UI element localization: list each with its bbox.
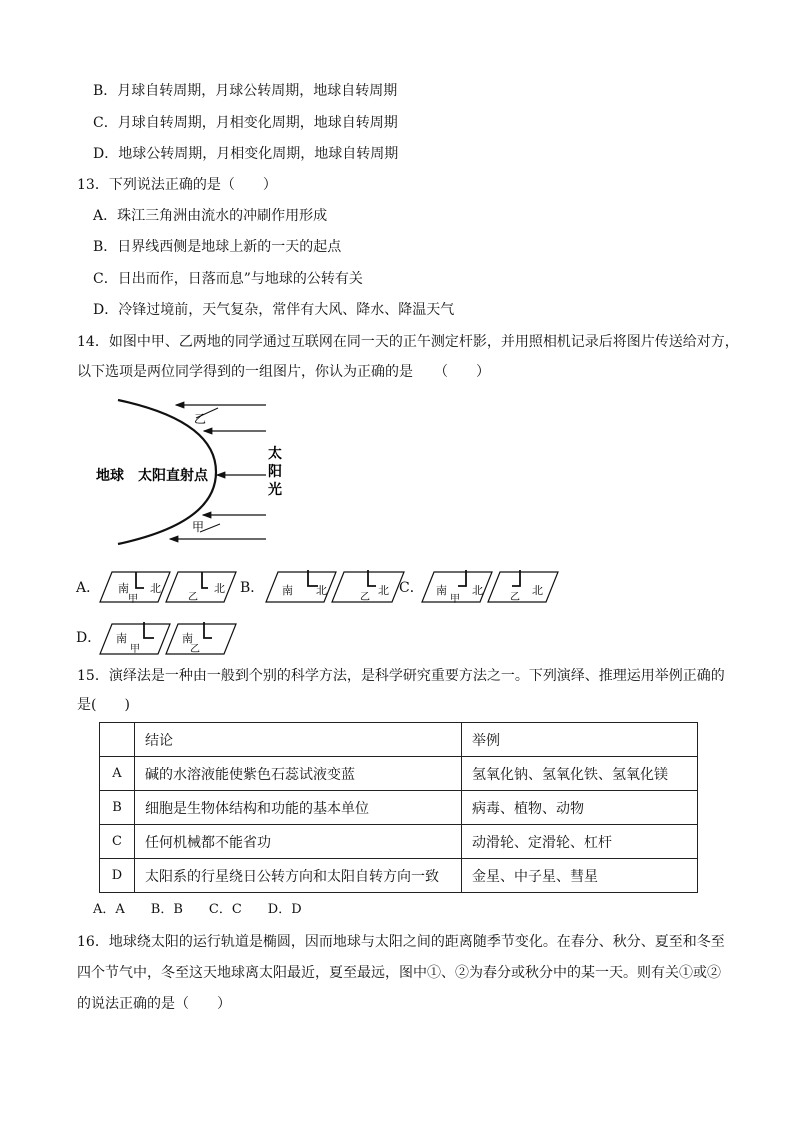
q14-option-d-panels (98, 618, 238, 658)
q14-option-d-letter: D． (76, 630, 102, 646)
table-cell: C (100, 825, 135, 859)
table-cell: 任何机械都不能省功 (135, 825, 462, 859)
q14-option-a-panels (98, 566, 238, 606)
earth-sunlight-diagram (96, 396, 292, 548)
svg-text:南: 南 (436, 584, 447, 597)
svg-text:南: 南 (182, 632, 193, 645)
table-cell: B (100, 791, 135, 825)
table-header-cell: 结论 (135, 723, 462, 757)
table-cell: 碱的水溶液能使紫色石蕊试液变蓝 (135, 757, 462, 791)
label-yi: 乙 (194, 412, 207, 426)
table-row (100, 757, 698, 791)
q13-option-d: D．冷锋过境前，天气复杂，常伴有大风、降水、降温天气 (93, 302, 455, 318)
svg-text:南: 南 (118, 582, 129, 595)
q13-option-c: C．日出而作，日落而息”与地球的公转有关 (93, 271, 363, 287)
q15-answers: A．A B．B C．C D．D (93, 902, 302, 917)
q15-stem-line2: 是( ) (77, 697, 130, 713)
table-cell: 太阳系的行星绕日公转方向和太阳自转方向一致 (135, 859, 462, 893)
svg-text:南: 南 (282, 584, 293, 597)
table-row (100, 791, 698, 825)
table-row (100, 859, 698, 893)
svg-text:北: 北 (316, 584, 327, 597)
q15-stem-line1: 15．演绎法是一种由一般到个别的科学方法，是科学研究重要方法之一。下列演绎、推理运用举例正确的 (77, 668, 725, 684)
svg-text:北: 北 (532, 584, 543, 597)
label-subsolar-point: 太阳直射点 (138, 468, 208, 484)
svg-text:南: 南 (116, 632, 127, 645)
q13-option-b: B．日界线西侧是地球上新的一天的起点 (93, 239, 342, 255)
table-cell: 动滑轮、定滑轮、杠杆 (462, 825, 698, 859)
q14-option-c-letter: C． (399, 580, 424, 596)
table-row (100, 825, 698, 859)
table-cell: D (100, 859, 135, 893)
svg-text:甲: 甲 (128, 594, 138, 605)
q15-table (99, 722, 698, 893)
table-header-cell (100, 723, 135, 757)
label-earth: 地球 (96, 468, 124, 484)
q14-option-c-panels (420, 564, 560, 606)
q12-option-c: C．月球自转周期，月相变化周期，地球自转周期 (93, 115, 398, 131)
q14-option-b-panels (264, 566, 406, 606)
table-cell: 病毒、植物、动物 (462, 791, 698, 825)
svg-text:北: 北 (214, 582, 225, 595)
q12-option-d: D．地球公转周期，月相变化周期，地球自转周期 (93, 146, 399, 162)
q16-line1: 16．地球绕太阳的运行轨道是椭圆，因而地球与太阳之间的距离随季节变化。在春分、秋分、夏至和冬至 (77, 934, 725, 950)
table-header-row (100, 723, 698, 757)
svg-text:乙: 乙 (360, 592, 370, 603)
svg-text:乙: 乙 (190, 644, 200, 655)
label-sunlight-2: 阳 (268, 464, 282, 480)
svg-text:北: 北 (150, 582, 161, 595)
q12-option-b: B．月球自转周期，月球公转周期，地球自转周期 (93, 83, 398, 99)
table-cell: A (100, 757, 135, 791)
svg-text:甲: 甲 (130, 644, 140, 655)
q16-line2: 四个节气中，冬至这天地球离太阳最近，夏至最远，图中①、②为春分或秋分中的某一天。则有关①或② (77, 965, 721, 981)
svg-text:甲: 甲 (450, 594, 460, 605)
svg-text:乙: 乙 (188, 592, 198, 603)
table-header-cell: 举例 (462, 723, 698, 757)
svg-text:北: 北 (378, 584, 389, 597)
q13-stem: 13．下列说法正确的是（ ） (77, 177, 277, 193)
label-sunlight-3: 光 (268, 482, 282, 498)
table-cell: 金星、中子星、彗星 (462, 859, 698, 893)
q16-line3: 的说法正确的是（ ） (77, 996, 231, 1012)
q14-option-b-letter: B． (240, 580, 265, 596)
label-sunlight-1: 太 (268, 446, 282, 462)
label-jia: 甲 (192, 520, 205, 534)
q14-stem-line2: 以下选项是两位同学得到的一组图片，你认为正确的是 （ ） (77, 364, 490, 380)
q13-option-a: A．珠江三角洲由流水的冲刷作用形成 (93, 208, 328, 224)
svg-text:北: 北 (472, 584, 483, 597)
table-cell: 氢氧化钠、氢氧化铁、氢氧化镁 (462, 757, 698, 791)
svg-text:乙: 乙 (510, 592, 520, 603)
q14-stem-line1: 14．如图中甲、乙两地的同学通过互联网在同一天的正午测定杆影，并用照相机记录后将图片传送给对方， (77, 334, 739, 350)
q14-option-a-letter: A． (76, 580, 101, 596)
table-cell: 细胞是生物体结构和功能的基本单位 (135, 791, 462, 825)
